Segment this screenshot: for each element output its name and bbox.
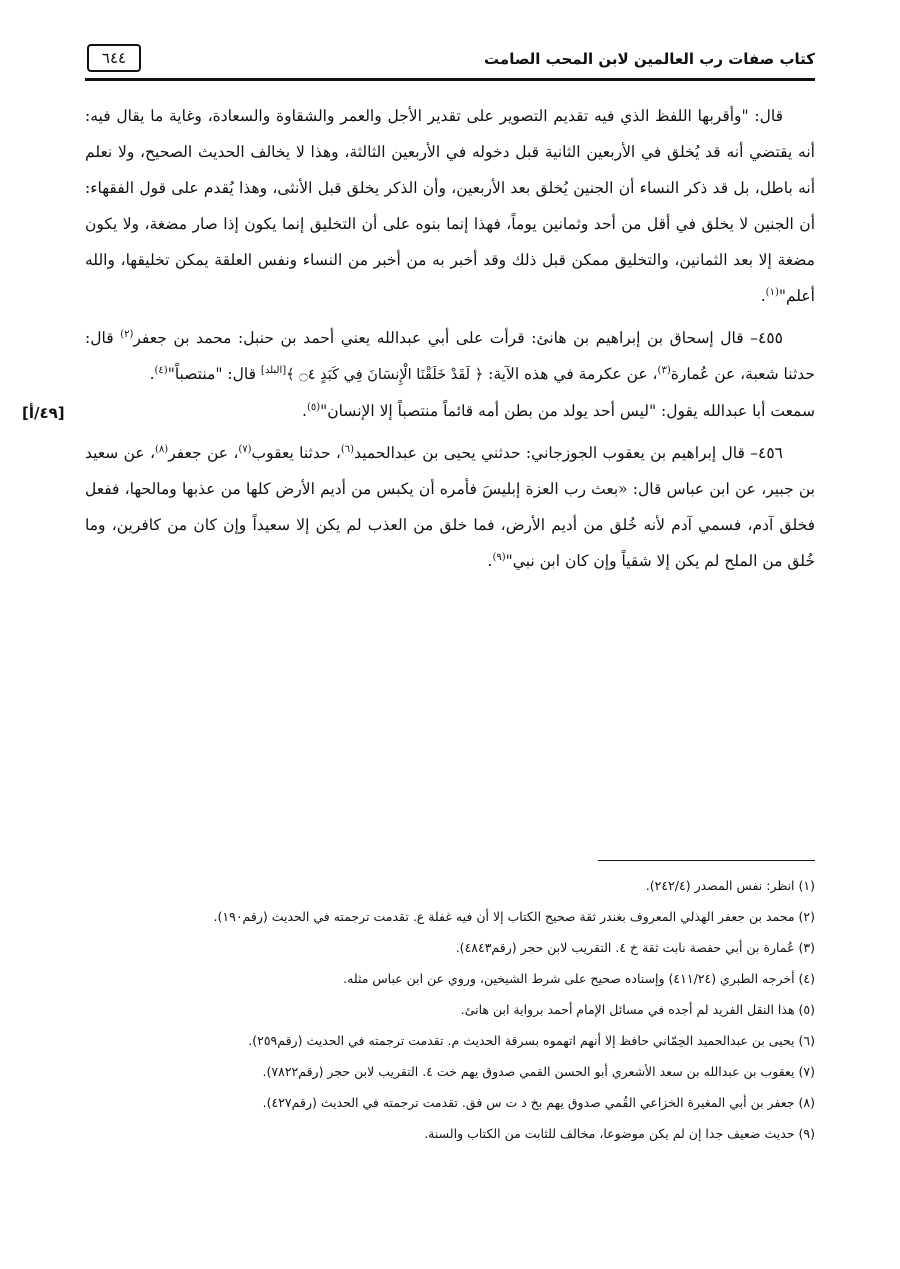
paragraph-text: ، عن سعيد بن جبير، عن ابن عباس قال: «بعث رب العزة إبليسَ فأمره أن يكبس من أديم الأرض كلها من عذبها ومالحها، ففعل فخلق آدم، فسمي آدم لأنه خُلق من أديم الأرض، فما خلق من العذب لم يكن إلا سعيداً وإن كان من كافرين، وما خُلق من الملح لم يكن إلا شقياً وإن كان ابن نبي" — [85, 444, 815, 570]
footnote: (٣) عُمارة بن أبي حفصة نابت ثقة خ ٤. التقريب لابن حجر (رقم٤٨٤٣). — [455, 940, 815, 955]
paragraph-text: ٤٥٥– قال إسحاق بن إبراهيم بن هانئ: قرأت على أبي عبدالله يعني أحمد بن حنبل: محمد بن جعفر — [133, 329, 783, 347]
main-text — [85, 98, 815, 579]
paragraph-text: قال: "منتصباً" — [167, 365, 261, 383]
paragraph-456: ٤٥٦– قال إبراهيم بن يعقوب الجوزجاني: حدثني يحيى بن عبدالحميد$^{(٦)}$، حدثنا يعقوب$^{(٧)}$، عن جعفر$^{(٨)}$، عن سعيد بن جبير، عن ابن عباس قال: «بعث رب العزة إبليسَ فأمره أن يكبس من أديم الأرض كلها من عذبها ومالحها، ففعل فخلق آدم، فسمي آدم لأنه خُلق من أديم الأرض، فما خلق من العذب لم يكن إلا سعيداً وإن كان من كافرين، وما خُلق من الملح لم يكن إلا شقياً وإن كان ابن نبي"$^{(٩)}$. — [85, 443, 815, 570]
footnote: (٩) حديث ضعيف جدا إن لم يكن موضوعا، مخالف للثابت من الكتاب والسنة. — [424, 1126, 815, 1141]
footnote: (١) انظر: نفس المصدر (٢٤٢/٤). — [645, 878, 815, 893]
footnotes — [85, 870, 815, 1149]
footnote: (٥) هذا النقل الفريد لم أجده في مسائل الإمام أحمد برواية ابن هانئ. — [460, 1002, 815, 1017]
footnote: (٧) يعقوب بن عبدالله بن سعد الأشعري أبو الحسن القمي صدوق يهم خت ٤. التقريب لابن حجر (رقم٧٨٢٢). — [262, 1064, 815, 1079]
footnote: (٦) يحيى بن عبدالحميد الحِمّاني حافظ إلا أنهم اتهموه بسرقة الحديث م. تقدمت ترجمته في الحديث (رقم٢٥٩). — [248, 1033, 815, 1048]
footnote-ref-1: (١) — [765, 286, 779, 298]
paragraph-text: قال: "وأقربها اللفظ الذي فيه تقديم التصوير على تقدير الأجل والعمر والشقاوة والسعادة، وغاية ما يقال فيه: أنه يقتضي أنه قد يُخلق في الأربعين الثانية قبل دخوله في الأربعين الثالثة، وهذا لا يخالف الحديث الصحيح، ولا نعلم أنه باطل، بل قد ذكر النساء أن الجنين يُخلق بعد الأربعين، وأن الذكر يخلق قبل الأنثى، وهذا يُقدم على قول الفقهاء: أن الجنين لا يخلق في أقل من أحد وثمانين يوماً، فهذا إنما بنوه على أن التخليق إنما يكون إذا صار مضغة، ولا يكون مضغة إلا بعد الثمانين، والتخليق ممكن قبل ذلك وقد أخبر به من أخبر من النساء ونفس العلقة يمكن تخليقها، والله أعلم" — [85, 107, 815, 305]
footnote-ref-7: (٧) — [238, 443, 252, 455]
page-header — [85, 40, 815, 81]
paragraph-saying: سمعت أبا عبدالله يقول: "ليس أحد يولد من بطن أمه قائماً منتصباً إلا الإنسان"$^{(٥)}$. — [302, 401, 815, 420]
footnote-separator — [598, 860, 815, 861]
margin-folio-ref: [٤٩/أ] — [22, 404, 65, 422]
page-number: ٦٤٤ — [87, 44, 141, 72]
paragraph-text: ، عن جعفر — [168, 444, 239, 462]
footnote-ref-3: (٣) — [657, 364, 671, 376]
footnote-ref-9: (٩) — [492, 551, 506, 563]
paragraph-text: ، عن عكرمة في هذه الآية: — [483, 365, 658, 383]
quran-verse: ﴿ لَقَدْ خَلَقْنَا الْإِنسَانَ فِي كَبَدٍ ۝٤ ﴾ — [286, 367, 484, 383]
footnote-ref-2: (٢) — [120, 328, 134, 340]
footnote: (٨) جعفر بن أبي المغيرة الخزاعي القُمي صدوق يهم بخ د ت س فق. تقدمت ترجمته في الحديث (رقم٤٢٧). — [262, 1095, 815, 1110]
paragraph-text: ٤٥٦– قال إبراهيم بن يعقوب الجوزجاني: حدثني يحيى بن عبدالحميد — [354, 444, 783, 462]
paragraph-quote: قال: "وأقربها اللفظ الذي فيه تقديم التصوير على تقدير الأجل والعمر والشقاوة والسعادة، وغاية ما يقال فيه: أنه يقتضي أنه قد يُخلق في الأربعين الثانية قبل دخوله في الأربعين الثالثة، وهذا لا يخالف الحديث الصحيح، ولا نعلم أنه باطل، بل قد ذكر النساء أن الجنين يُخلق بعد الأربعين، وأن الذكر يخلق قبل الأنثى، وهذا يُقدم على قول الفقهاء: أن الجنين لا يخلق في أقل من أحد وثمانين يوماً، فهذا إنما بنوه على أن التخليق إنما يكون إذا صار مضغة، ولا يكون مضغة إلا بعد الثمانين، والتخليق ممكن قبل ذلك وقد أخبر به من أخبر من النساء ونفس العلقة يمكن تخليقها، والله أعلم"$^{(١)}$. — [85, 107, 815, 305]
footnote-ref-8: (٨) — [155, 443, 169, 455]
running-title: كتاب صفات رب العالمين لابن المحب الصامت — [484, 50, 815, 68]
footnote-ref-6: (٦) — [340, 443, 355, 455]
paragraph-text: قال: حدثنا شعبة، عن عُمارة — [85, 329, 815, 383]
paragraph-text: ، حدثنا يعقوب — [251, 444, 341, 462]
paragraph-455: ٤٥٥– قال إسحاق بن إبراهيم بن هانئ: قرأت على أبي عبدالله يعني أحمد بن حنبل: محمد بن جعفر$^{(٢)}$ قال: حدثنا شعبة، عن عُمارة$^{(٣)}$، عن عكرمة في هذه الآية: ﴿ لَقَدْ خَلَقْنَا الْإِنسَانَ فِي كَبَدٍ ۝٤ ﴾[البلد] قال: "منتصباً"$^{(٤)}$. — [85, 328, 815, 383]
footnote-ref-4: (٤) — [154, 364, 168, 376]
surah-name: [البلد] — [260, 364, 287, 376]
footnote-ref-5: (٥) — [306, 401, 321, 413]
paragraph-text: سمعت أبا عبدالله يقول: "ليس أحد يولد من بطن أمه قائماً منتصباً إلا الإنسان" — [320, 402, 815, 420]
footnote: (٢) محمد بن جعفر الهذلي المعروف بغندر ثقة صحيح الكتاب إلا أن فيه غفلة ع. تقدمت ترجمته في الحديث (رقم١٩٠). — [213, 909, 815, 924]
footnote: (٤) أخرجه الطبري (٤١١/٢٤) وإسناده صحيح على شرط الشيخين، وروي عن ابن عباس مثله. — [343, 971, 815, 986]
